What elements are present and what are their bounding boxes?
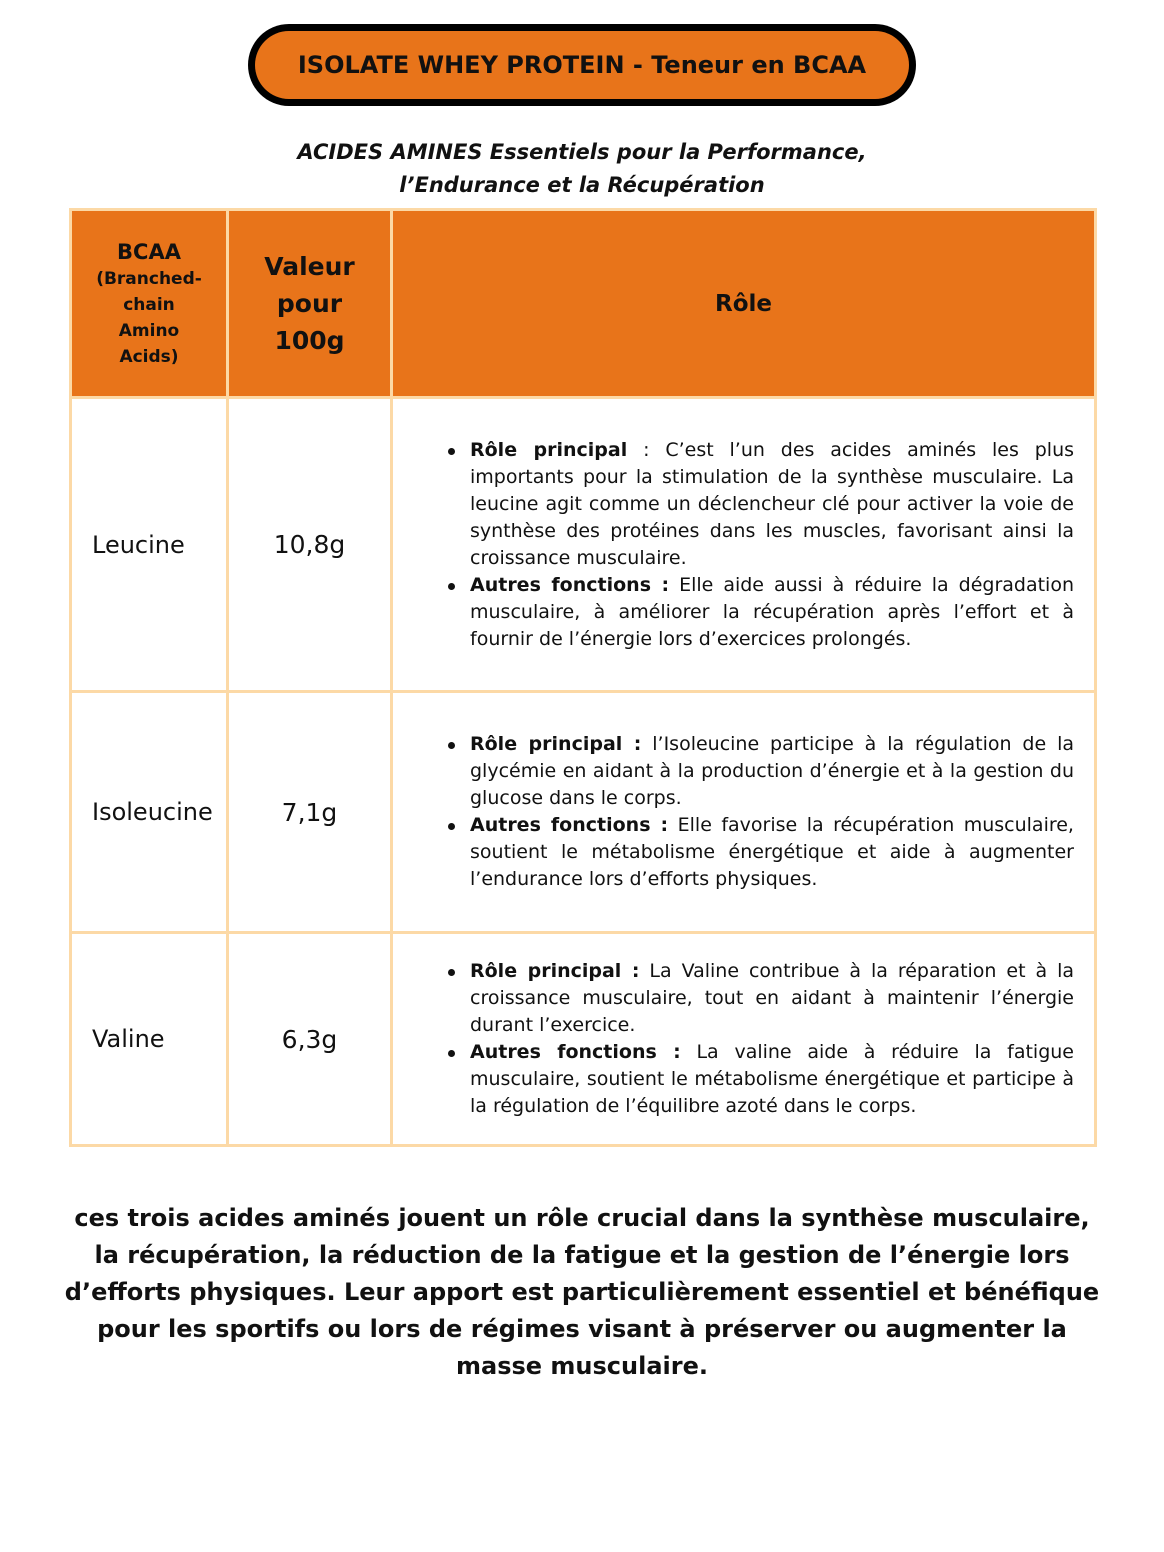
- role-label: Rôle principal :: [470, 733, 642, 755]
- role-item: [413, 1039, 1074, 1120]
- role-text: Elle favorise la récupération musculaire, soutient le métabolisme énergétique et aide à augmenter l’endurance lors d’efforts physiques.: [470, 814, 1074, 890]
- bcaa-table: [69, 208, 1097, 1147]
- conclusion-text: ces trois acides aminés jouent un rôle crucial dans la synthèse musculaire, la récupération, la réduction de la fatigue et la gestion de l’énergie lors d’efforts physiques. Leur apport est particulièrement essentiel et bénéfique pour les sportifs ou lors de régimes visant à préserver ou augmenter la masse musculaire.: [64, 1204, 1100, 1380]
- role-separator: [681, 1041, 697, 1063]
- role-text: La Valine contribue à la réparation et à la croissance musculaire, tout en aidant à maintenir l’énergie durant l’exercice.: [470, 960, 1074, 1036]
- role-label: Autres fonctions :: [470, 573, 670, 596]
- amino-acid-value: 10,8g: [228, 398, 392, 692]
- role-text: Elle aide aussi à réduire la dégradation musculaire, à améliorer la récupération après l’effort et à fournir de l’énergie lors d’exercices prolongés.: [470, 573, 1074, 650]
- role-item: [413, 958, 1074, 1039]
- role-text: C’est l’un des acides aminés les plus importants pour la stimulation de la synthèse musculaire. La leucine agit comme un déclencheur clé pour activer la voie de synthèse des protéines dans les muscles, favorisant ainsi la croissance musculaire.: [470, 438, 1075, 569]
- role-label: Autres fonctions :: [470, 814, 669, 836]
- role-separator: [639, 960, 649, 982]
- table-row: [71, 398, 1096, 692]
- role-label: Rôle principal :: [470, 960, 640, 982]
- amino-acid-name: Valine: [71, 933, 228, 1146]
- header-bcaa-main: BCAA: [117, 239, 181, 264]
- role-text: La valine aide à réduire la fatigue musculaire, soutient le métabolisme énergétique et participe à la régulation de l’équilibre azoté dans le corps.: [470, 1041, 1074, 1117]
- header-bcaa-sub: (Branched-chain Amino Acids): [96, 268, 202, 367]
- amino-acid-value: 6,3g: [228, 933, 392, 1146]
- page-title: ISOLATE WHEY PROTEIN - Teneur en BCAA: [255, 31, 909, 99]
- role-separator: :: [627, 438, 666, 461]
- header-value: Valeur pour 100g: [228, 210, 392, 398]
- amino-acid-role: [392, 398, 1096, 692]
- table-header-row: [71, 210, 1096, 398]
- subtitle-line-2: l’Endurance et la Récupération: [399, 173, 765, 197]
- amino-acid-name: Leucine: [71, 398, 228, 692]
- title-banner: [248, 24, 916, 106]
- table-row: [71, 933, 1096, 1146]
- role-label: Rôle principal: [470, 438, 628, 461]
- role-text: l’Isoleucine participe à la régulation de la glycémie en aidant à la production d’énergie et à la gestion du glucose dans le corps.: [470, 733, 1074, 809]
- table-row: [71, 692, 1096, 933]
- header-bcaa: [71, 210, 228, 398]
- role-separator: [669, 574, 679, 596]
- amino-acid-name: Isoleucine: [71, 692, 228, 933]
- subtitle: [0, 136, 1164, 202]
- role-list: [413, 437, 1074, 653]
- role-list: [413, 958, 1074, 1120]
- role-item: [413, 572, 1074, 653]
- header-role: Rôle: [392, 210, 1096, 398]
- subtitle-line-1: ACIDES AMINES Essentiels pour la Performance,: [297, 140, 867, 164]
- role-separator: [641, 733, 652, 755]
- amino-acid-value: 7,1g: [228, 692, 392, 933]
- role-separator: [668, 814, 677, 836]
- role-item: [413, 812, 1074, 893]
- amino-acid-role: [392, 933, 1096, 1146]
- role-list: [413, 731, 1074, 893]
- role-item: [413, 731, 1074, 812]
- role-label: Autres fonctions :: [470, 1041, 681, 1063]
- amino-acid-role: [392, 692, 1096, 933]
- role-item: [413, 437, 1074, 572]
